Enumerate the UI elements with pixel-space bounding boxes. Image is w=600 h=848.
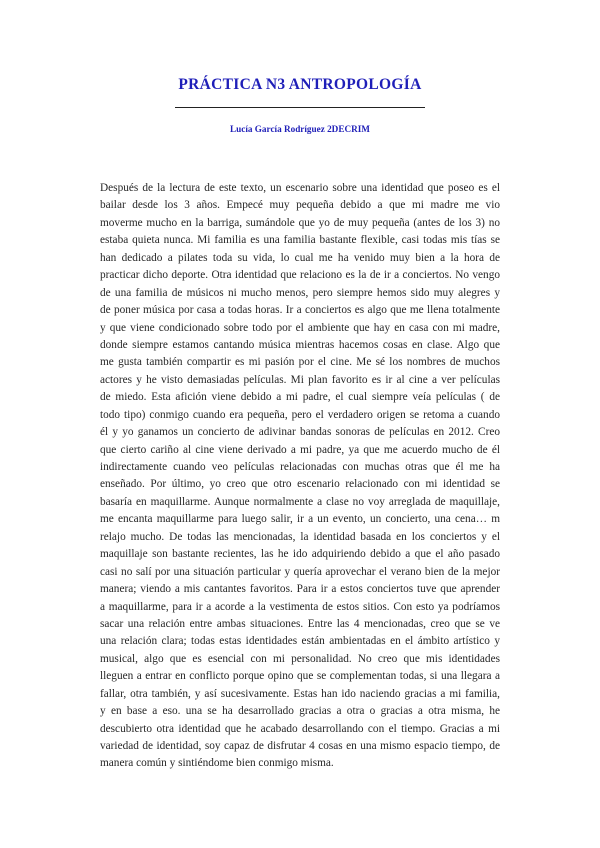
body-line: fallar, otra también, y así sucesivamente. Estas han ido naciendo gracias a mi familia, [100,687,500,700]
body-line: que cierto cariño al cine viene derivado a mi padre, ya que me acuerdo mucho de él [100,443,500,456]
body-line: estaba quieta nunca. Mi familia es una familia bastante flexible, casi todas mis tías se [100,234,500,247]
body-line: bailar desde los 3 años. Empecé muy pequeña debido a que mi madre me vio [100,199,500,212]
body-line: han dedicado a pilates toda su vida, lo cual me ha venido muy bien a la hora de [100,251,500,264]
body-line: moverme mucho en la barriga, sumándole que yo de muy pequeña (antes de los 3) no [100,216,500,229]
body-line: él y yo ganamos un concierto de adivinar bandas sonoras de películas en 2012. Creo [100,426,500,439]
body-line: practicar dicho deporte. Otra identidad que relaciono es la de ir a conciertos. No vengo [100,269,500,282]
body-line: lleguen a entrar en conflicto porque opino que se complementan todas, si una llegara a [100,670,500,683]
body-line: sacar una relación entre ambas situaciones. Entre las 4 mencionadas, creo que se ve [100,617,500,630]
body-line: y que viene condicionado sobre todo por el ambiente que hay en casa con mi madre, [100,321,500,334]
body-line: una relación clara; todas estas identidades están ambientadas en el ámbito artístico y [100,635,500,648]
body-line: manera; viendo a mis cantantes favoritos. Para ir a estos conciertos tuve que aprender [100,583,500,596]
body-line: todo tipo) conmigo cuando era pequeña, pero el verdadero origen se retoma a cuando [100,408,500,421]
body-line: de una familia de músicos ni mucho menos, pero siempre hemos sido muy alegres y [100,286,500,299]
document-title: PRÁCTICA N3 ANTROPOLOGÍA [178,76,422,93]
body-line: descubierto otra identidad que he acabado desarrollando con el tiempo. Gracias a mi [100,722,500,735]
body-line: de miedo. Esta afición viene debido a mi padre, el cual siempre veía películas ( de [100,391,500,404]
body-line: maquillaje son bastante recientes, las he ido adquiriendo debido a que el año pasado [100,548,500,561]
body-line: manera común y sintiéndome bien conmigo misma. [100,757,334,770]
body-line: me encanta maquillarme para luego salir, ir a un evento, un concierto, una cena… m [100,513,500,526]
body-line: donde siempre estamos cantando música mientras hacemos cosas en clase. Algo que [100,338,500,351]
body-line: indirectamente cuando veo películas relacionadas con muchas otras que él me ha [100,461,500,473]
body-line: me gusta también compartir es mi pasión por el cine. Me sé los nombres de muchos [100,356,500,369]
body-line: relajo mucho. De todas las mencionadas, la identidad basada en los conciertos y el [100,530,500,543]
title-underline-rule [175,107,425,108]
body-line: variedad de identidad, soy capaz de disfrutar 4 cosas en una mismo espacio tiempo, de [100,740,500,752]
body-line: actores y he visto demasiadas películas. Mi plan favorito es ir al cine a ver películas [100,373,500,386]
body-line: de poner música por casa a todas horas. Ir a conciertos es algo que me llena totalmente [100,304,500,317]
body-line: a maquillarme, para ir a acorde a la vestimenta de estos sitios. Con esto ya podríamos [100,600,500,613]
body-line: enseñado. Por último, yo creo que otro escenario relacionado con mi identidad se [100,478,500,491]
body-line: basaría en maquillarme. Aunque normalmente a clase no voy arreglada de maquillaje, [100,495,500,508]
body-line: Después de la lectura de este texto, un escenario sobre una identidad que poseo es el [100,182,500,194]
body-line: y en base a eso. una se ha desarrollado gracias a otra o gracias a otra misma, he [100,705,500,718]
body-paragraph [100,180,500,773]
body-line: casi no salí por una situación particular y quería aprovechar el verano bien de la mejor [100,565,500,578]
author-line: Lucía García Rodríguez 2DECRIM [230,124,370,134]
body-line: musical, algo que es esencial con mi personalidad. No creo que mis identidades [100,652,500,665]
